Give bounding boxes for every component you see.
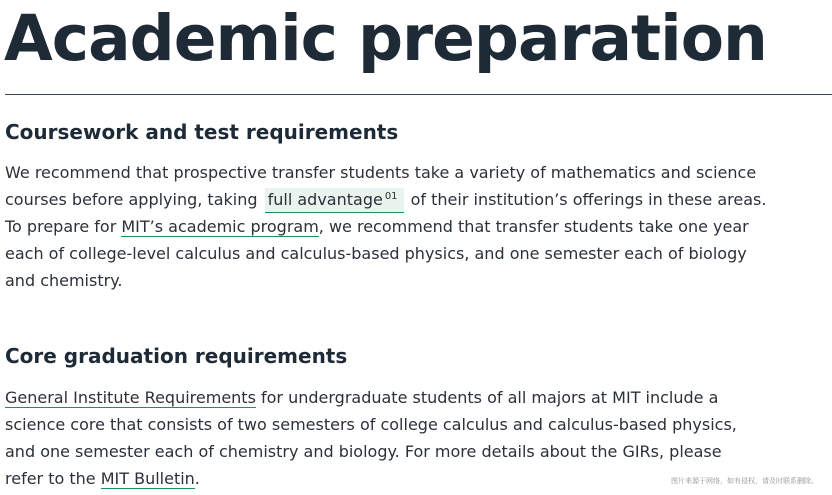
mit-bulletin-link[interactable]: MIT Bulletin	[100, 469, 195, 488]
image-source-watermark: 图片来源于网络，如有侵权，请及时联系删除。	[671, 477, 818, 485]
coursework-line-1: We recommend that prospective transfer students take a variety of mathematics and science	[5, 163, 757, 182]
core-line-4-start: refer to the	[5, 469, 101, 488]
coursework-heading: Coursework and test requirements	[5, 120, 399, 144]
coursework-line-2	[5, 186, 805, 213]
mit-academic-program-link[interactable]: MIT’s academic program	[121, 217, 319, 236]
general-institute-requirements-link[interactable]: General Institute Requirements	[5, 388, 256, 407]
coursework-line-4: each of college-level calculus and calculus-based physics, and one semester each of biology	[5, 244, 747, 263]
core-requirements-heading: Core graduation requirements	[5, 344, 348, 368]
page-title: Academic preparation	[4, 2, 767, 75]
core-line-3: and one semester each of chemistry and biology. For more details about the GIRs, please	[5, 442, 722, 461]
core-line-4-end: .	[194, 469, 200, 488]
coursework-line-2-start: courses before applying, taking	[5, 190, 263, 209]
footnote-link-text: full advantage	[267, 190, 383, 209]
coursework-line-2-end: of their institution’s offerings in these areas.	[405, 190, 767, 209]
core-line-1-end: for undergraduate students of all majors at MIT include a	[255, 388, 719, 407]
coursework-paragraph	[5, 159, 805, 294]
footnote-marker: 01	[384, 190, 398, 202]
coursework-line-3-start: To prepare for	[5, 217, 122, 236]
full-advantage-footnote-link[interactable]	[265, 188, 404, 213]
coursework-line-3	[5, 213, 805, 240]
core-line-1	[5, 384, 805, 411]
core-line-2: science core that consists of two semesters of college calculus and calculus-based physics,	[5, 415, 737, 434]
coursework-line-5: and chemistry.	[5, 271, 123, 290]
coursework-line-3-end: , we recommend that transfer students take one year	[318, 217, 749, 236]
title-divider	[5, 94, 832, 95]
